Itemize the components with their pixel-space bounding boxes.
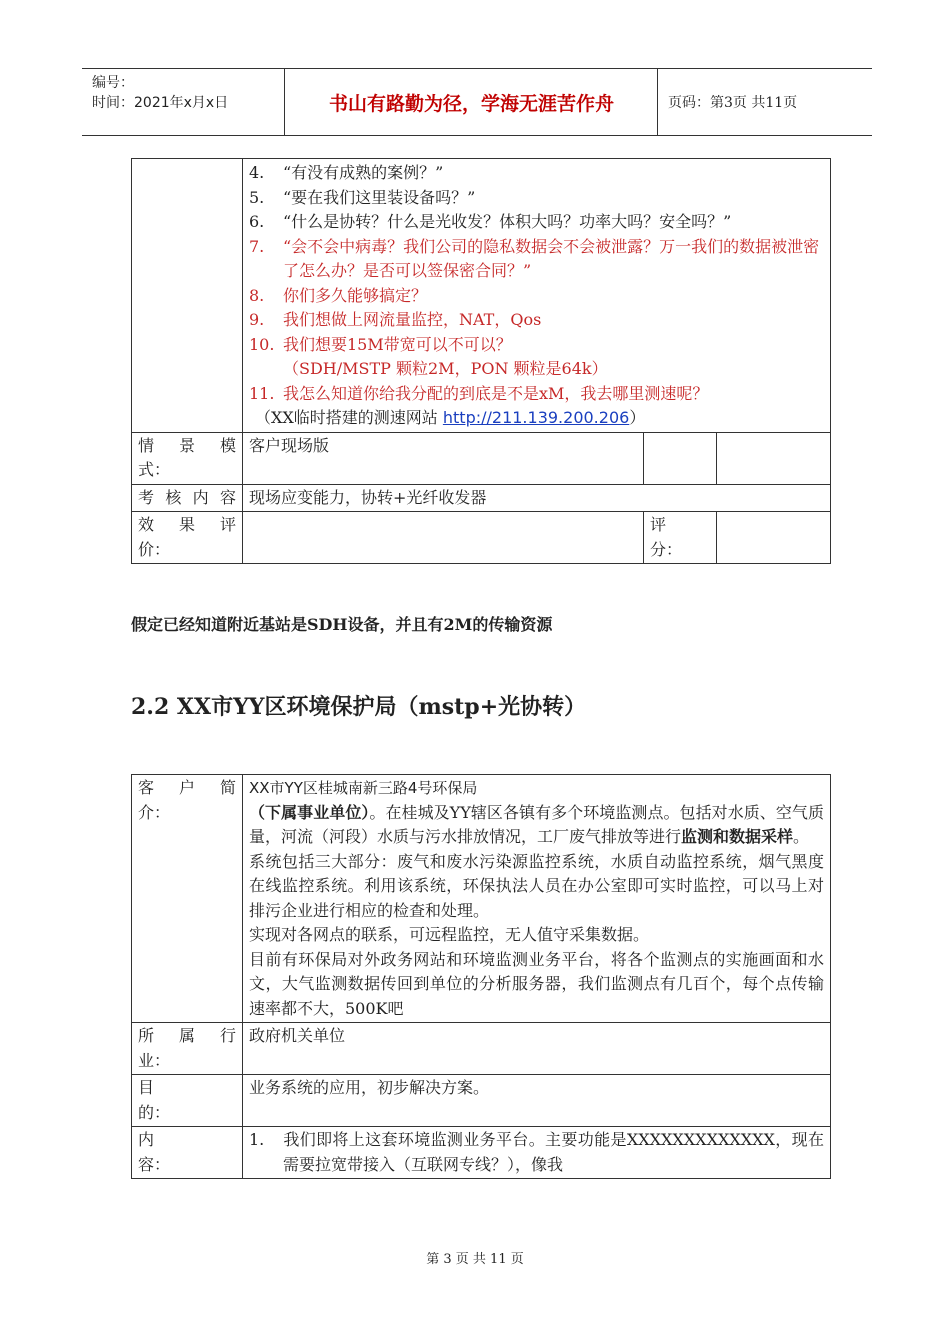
assess-value: 现场应变能力，协转+光纤收发器 [243, 484, 831, 512]
intro-para-4: 目前有环保局对外政务网站和环境监测业务平台，将各个监测点的实施画面和水文，大气监测数据传回到单位的分析服务器，我们监测点有几百个，每个点传输速率都不大，500K吧 [249, 949, 824, 1018]
purpose-row [132, 1075, 831, 1127]
effect-label: 效 果 评 价： [132, 512, 243, 564]
question-text: “会不会中病毒？我们公司的隐私数据会不会被泄露？万一我们的数据被泄密了怎么办？是否可以签保密合同？” [283, 236, 820, 280]
question-item [249, 308, 824, 333]
question-text: 我们想做上网流量监控，NAT，Qos [283, 310, 542, 329]
score-label: 评 分： [644, 512, 717, 564]
scenario-row [132, 432, 831, 484]
intro-label: 客 户 简 介： [132, 775, 243, 1023]
purpose-value: 业务系统的应用，初步解决方案。 [243, 1075, 831, 1127]
speed-note-suffix: ） [629, 408, 646, 427]
purpose-label: 目 的： [132, 1075, 243, 1127]
q10-note: （SDH/MSTP 颗粒2M，PON 颗粒是64k） [283, 359, 608, 378]
intro-row [132, 775, 831, 1023]
assumption-note: 假定已经知道附近基站是SDH设备，并且有2M的传输资源 [131, 615, 553, 634]
assess-row [132, 484, 831, 512]
question-num: 8. [249, 285, 265, 305]
question-item [249, 186, 824, 211]
questions-row [132, 159, 831, 433]
question-text: “要在我们这里装设备吗？” [283, 187, 476, 207]
question-text: “什么是协转？什么是光收发？体积大吗？功率大吗？安全吗？” [283, 212, 732, 231]
scenario-label: 情 景 模 式： [132, 432, 243, 484]
intro-value [243, 775, 831, 1023]
question-item-11 [249, 382, 824, 407]
question-num: 6. [249, 212, 265, 231]
time-label: 时间：2021年x月x日 [92, 95, 229, 111]
question-item [249, 235, 824, 284]
question-text: 我们想要15M带宽可以不可以？ [283, 334, 512, 354]
header-page-info: 页码：第3页 共11页 [668, 95, 798, 111]
question-num: 5. [249, 187, 265, 207]
question-text: “有没有成熟的案例？” [283, 163, 444, 182]
header-meta [82, 69, 285, 135]
speed-note [249, 406, 824, 431]
question-list [249, 161, 824, 357]
intro-address: XX市YY区桂城南新三路4号环保局 [249, 779, 478, 797]
question-text: 你们多久能够搞定？ [283, 285, 428, 305]
industry-row [132, 1023, 831, 1075]
intro-para-2: 系统包括三大部分：废气和废水污染源监控系统，水质自动监控系统，烟气黑度在线监控系统。利用该系统，环保执法人员在办公室即可实时监控，可以马上对排污企业进行相应的检查和处理。 [249, 851, 824, 920]
scenario-value: 客户现场版 [243, 432, 644, 484]
header-motto: 书山有路勤为径，学海无涯苦作舟 [286, 69, 658, 135]
assess-label: 考核内容 [132, 484, 243, 512]
intro-para-3: 实现对各网点的联系，可远程监控，无人值守采集数据。 [249, 925, 650, 944]
question-item [249, 333, 824, 358]
speed-note-prefix: （XX临时搭建的测速网站 [255, 408, 443, 427]
question-num: 7. [249, 236, 265, 256]
customer-table [131, 774, 831, 1179]
question-num: 10. [249, 334, 275, 354]
number-label: 编号： [92, 75, 134, 91]
question-num: 11. [249, 383, 275, 403]
page-footer: 第 3 页 共 11 页 [426, 1252, 524, 1267]
section-heading: 2.2 XX市YY区环境保护局（mstp+光协转） [131, 694, 587, 720]
scenario-table [131, 158, 831, 564]
questions-cell [243, 159, 831, 433]
content-value: 1. 我们即将上这套环境监测业务平台。主要功能是XXXXXXXXXXXXX，现在需要拉宽带接入（互联网专线？），像我 [243, 1127, 831, 1179]
content-label: 内 容： [132, 1127, 243, 1179]
content-row [132, 1127, 831, 1179]
question-item [249, 210, 824, 235]
page-header [82, 68, 872, 136]
question-item [249, 284, 824, 309]
question-item [249, 161, 824, 186]
question-num: 4. [249, 163, 265, 182]
effect-row [132, 512, 831, 564]
speed-test-link[interactable]: http://211.139.200.206 [442, 408, 630, 427]
intro-para-1: （下属事业单位）。在桂城及YY辖区各镇有多个环境监测点。包括对水质、空气质量，河流（河段）水质与污水排放情况，工厂废气排放等进行监测和数据采样。 [249, 802, 824, 846]
industry-value: 政府机关单位 [243, 1023, 831, 1075]
question-num: 9. [249, 310, 265, 329]
question-text: 我怎么知道你给我分配的到底是不是xM，我去哪里测速呢？ [283, 383, 709, 403]
industry-label: 所 属 行 业： [132, 1023, 243, 1075]
